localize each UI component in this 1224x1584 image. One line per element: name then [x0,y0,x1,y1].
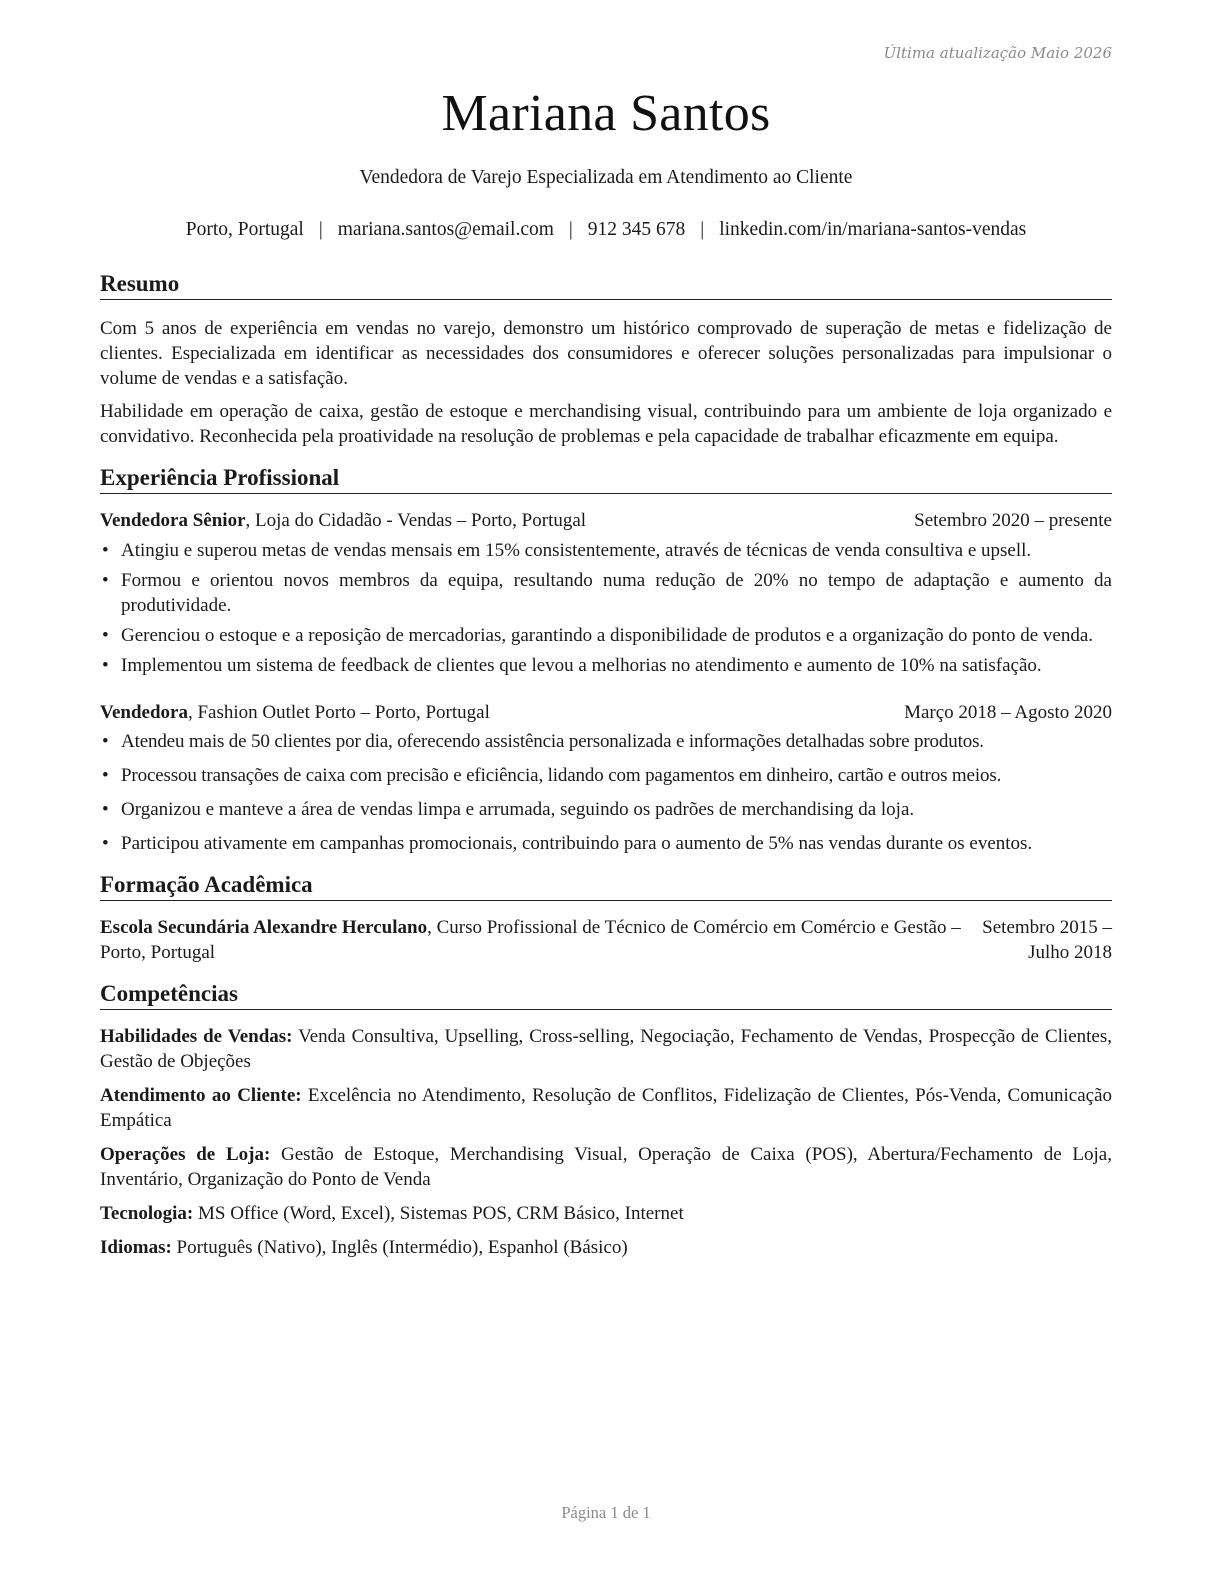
contact-email[interactable]: mariana.santos@email.com [337,219,554,240]
job-header [100,700,1112,725]
summary-paragraph: Com 5 anos de experiência em vendas no varejo, demonstro um histórico comprovado de superação de metas e fidelização de clientes. Especializada em identificar as necessidades dos consumidores e oferecer soluções personalizadas para impulsionar o volume de vendas e a satisfação. [100,318,1112,389]
skill-value: Português (Nativo), Inglês (Intermédio), Espanhol (Básico) [171,1237,628,1258]
bullet-icon: • [102,731,109,752]
list-item: • Implementou um sistema de feedback de clientes que levou a melhorias no atendimento e aumento de 10% na satisfação. [102,655,1042,676]
list-item: • Formou e orientou novos membros da equipa, resultando numa redução de 20% no tempo de adaptação e aumento da produtividade. [102,570,1112,616]
contact-separator: | [318,219,323,240]
skill-value: MS Office (Word, Excel), Sistemas POS, CRM Básico, Internet [193,1203,684,1224]
list-item: • Organizou e manteve a área de vendas limpa e arrumada, seguindo os padrões de merchandising da loja. [102,799,915,820]
skill-label: Atendimento ao Cliente: [100,1085,302,1106]
education-course: , Curso Profissional de Técnico de Comércio em Comércio e Gestão – Porto, Portugal [100,917,961,963]
contact-linkedin[interactable]: linkedin.com/in/mariana-santos-vendas [719,219,1027,240]
section-title-experience: Experiência Profissional [100,464,1112,494]
job-bullets [100,729,1112,856]
candidate-name: Mariana Santos [441,85,771,142]
candidate-headline: Vendedora de Varejo Especializada em Atendimento ao Cliente [359,167,853,188]
skill-line [100,1024,1112,1074]
list-item: • Processou transações de caixa com precisão e eficiência, lidando com pagamentos em dinheiro, cartão e outros meios. [102,765,1002,786]
job-dates: Setembro 2020 – presente [914,510,1112,531]
education-details [100,915,970,965]
section-title-education: Formação Acadêmica [100,871,1112,901]
skill-line [100,1142,1112,1192]
list-item: • Atendeu mais de 50 clientes por dia, oferecendo assistência personalizada e informações detalhadas sobre produtos. [102,731,984,752]
bullet-icon: • [102,570,109,591]
job-header [100,508,1112,533]
skill-line [100,1201,1112,1226]
job-title-line [100,700,490,725]
skill-label: Habilidades de Vendas: [100,1026,293,1047]
resume-page [100,0,1112,1584]
bullet-icon: • [102,655,109,676]
job-title-line [100,508,586,533]
job-role: Vendedora [100,702,188,723]
bullet-icon: • [102,765,109,786]
contact-separator: | [700,219,705,240]
summary-paragraph: Habilidade em operação de caixa, gestão de estoque e merchandising visual, contribuindo para um ambiente de loja organizado e convidativo. Reconhecida pela proatividade na resolução de problemas e pela capacidade de trabalhar eficazmente em equipa. [100,401,1112,447]
education-entry [100,915,1112,965]
contact-line [100,219,1112,241]
section-title-summary: Resumo [100,270,1112,300]
skill-value: Excelência no Atendimento, Resolução de Conflitos, Fidelização de Clientes, Pós-Venda, Comunicação Empática [100,1085,1112,1131]
job-bullets [100,538,1112,678]
skill-value: Gestão de Estoque, Merchandising Visual, Operação de Caixa (POS), Abertura/Fechamento de Loja, Inventário, Organização do Ponto de Venda [100,1144,1112,1190]
skill-label: Operações de Loja: [100,1144,271,1165]
list-item: • Atingiu e superou metas de vendas mensais em 15% consistentemente, através de técnicas de venda consultiva e upsell. [102,540,1032,561]
last-updated-note: Última atualização Maio 2026 [883,44,1112,62]
bullet-icon: • [102,833,109,854]
skill-label: Idiomas: [100,1237,172,1258]
list-item: • Gerenciou o estoque e a reposição de mercadorias, garantindo a disponibilidade de produtos e a organização do ponto de venda. [102,625,1093,646]
job-dates: Março 2018 – Agosto 2020 [904,702,1112,723]
job-company: , Loja do Cidadão - Vendas – Porto, Portugal [245,510,587,531]
education-dates: Setembro 2015 – Julho 2018 [982,917,1112,963]
skill-label: Tecnologia: [100,1203,194,1224]
contact-separator: | [568,219,573,240]
section-title-skills: Competências [100,980,1112,1010]
bullet-icon: • [102,799,109,820]
skill-line [100,1235,1112,1260]
job-company: , Fashion Outlet Porto – Porto, Portugal [187,702,490,723]
resume-content [100,270,1112,1260]
education-school: Escola Secundária Alexandre Herculano [100,917,428,938]
job-role: Vendedora Sênior [100,510,246,531]
skill-line [100,1083,1112,1133]
skill-value: Venda Consultiva, Upselling, Cross-selling, Negociação, Fechamento de Vendas, Prospecção de Clientes, Gestão de Objeções [100,1026,1112,1072]
list-item: • Participou ativamente em campanhas promocionais, contribuindo para o aumento de 5% nas vendas durante os eventos. [102,833,1033,854]
contact-location: Porto, Portugal [185,219,304,240]
bullet-icon: • [102,625,109,646]
contact-phone: 912 345 678 [587,219,686,240]
bullet-icon: • [102,540,109,561]
page-number: Página 1 de 1 [561,1503,651,1522]
